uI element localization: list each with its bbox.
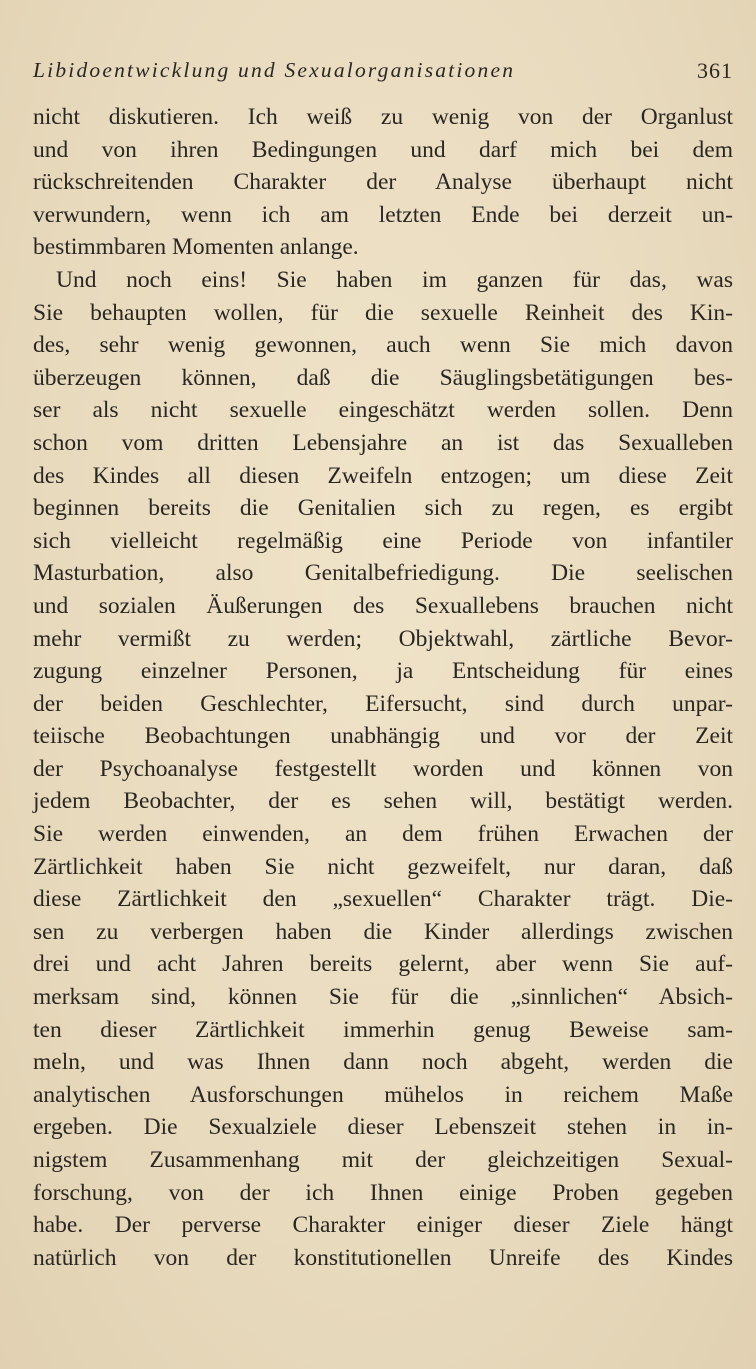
text-line: und von ihren Bedingungen und darf mich bei dem (33, 136, 733, 163)
text-line: ergeben. Die Sexualziele dieser Lebenszeit stehen in in- (33, 1114, 733, 1141)
text-line: beginnen bereits die Genitalien sich zu regen, es ergibt (33, 495, 733, 522)
text-line: der Psychoanalyse festgestellt worden und können von (33, 755, 733, 782)
text-line: habe. Der perverse Charakter einiger dieser Ziele hängt (33, 1212, 733, 1239)
text-line: drei und acht Jahren bereits gelernt, aber wenn Sie auf- (33, 951, 733, 978)
text-line: ten dieser Zärtlichkeit immerhin genug Beweise sam- (33, 1016, 733, 1043)
text-line: nicht diskutieren. Ich weiß zu wenig von der Organlust (33, 104, 733, 130)
text-line: bestimmbaren Momenten anlange. (33, 234, 359, 261)
text-line: mehr vermißt zu werden; Objektwahl, zärtliche Bevor- (33, 625, 733, 652)
running-title: Libidoentwicklung und Sexualorganisationen (33, 58, 516, 82)
text-line: rückschreitenden Charakter der Analyse überhaupt nicht (33, 169, 733, 196)
text-line: sich vielleicht regelmäßig eine Periode von infantiler (33, 527, 733, 554)
text-line: teiische Beobachtungen unabhängig und vor der Zeit (33, 723, 733, 750)
text-line: nigstem Zusammenhang mit der gleichzeitigen Sexual- (33, 1147, 733, 1173)
text-line: analytischen Ausforschungen mühelos in reichem Maße (33, 1081, 733, 1108)
text-line: merksam sind, können Sie für die „sinnlichen“ Absich- (33, 984, 733, 1011)
text-line: des Kindes all diesen Zweifeln entzogen; um diese Zeit (33, 462, 733, 489)
text-line: schon vom dritten Lebensjahre an ist das Sexualleben (33, 429, 733, 456)
text-line: der beiden Geschlechter, Eifersucht, sind durch unpar- (33, 690, 733, 717)
text-line: forschung, von der ich Ihnen einige Proben gegeben (33, 1179, 733, 1206)
text-line: natürlich von der konstitutionellen Unreife des Kindes (33, 1244, 733, 1271)
text-line: und sozialen Äußerungen des Sexuallebens brauchen nicht (33, 592, 733, 619)
text-line: Sie werden einwenden, an dem frühen Erwachen der (33, 821, 733, 848)
page-number: 361 (697, 58, 733, 83)
body-text (33, 101, 733, 1274)
text-line: meln, und was Ihnen dann noch abgeht, werden die (33, 1049, 733, 1076)
text-line: Masturbation, also Genitalbefriedigung. Die seelischen (33, 560, 733, 587)
text-line: verwundern, wenn ich am letzten Ende bei derzeit un- (33, 201, 733, 228)
running-head (33, 58, 733, 92)
text-line: des, sehr wenig gewonnen, auch wenn Sie mich davon (33, 332, 733, 359)
text-line: überzeugen können, daß die Säuglingsbetätigungen bes- (33, 364, 733, 391)
text-line: Sie behaupten wollen, für die sexuelle Reinheit des Kin- (33, 299, 733, 326)
text-line: zugung einzelner Personen, ja Entscheidung für eines (33, 658, 733, 685)
text-line: jedem Beobachter, der es sehen will, bestätigt werden. (33, 788, 733, 815)
text-line: diese Zärtlichkeit den „sexuellen“ Charakter trägt. Die- (33, 886, 733, 913)
text-line: sen zu verbergen haben die Kinder allerdings zwischen (33, 918, 733, 945)
text-line: ser als nicht sexuelle eingeschätzt werden sollen. Denn (33, 397, 733, 424)
text-line: Zärtlichkeit haben Sie nicht gezweifelt, nur daran, daß (33, 853, 733, 880)
text-line: Und noch eins! Sie haben im ganzen für das, was (56, 266, 733, 293)
